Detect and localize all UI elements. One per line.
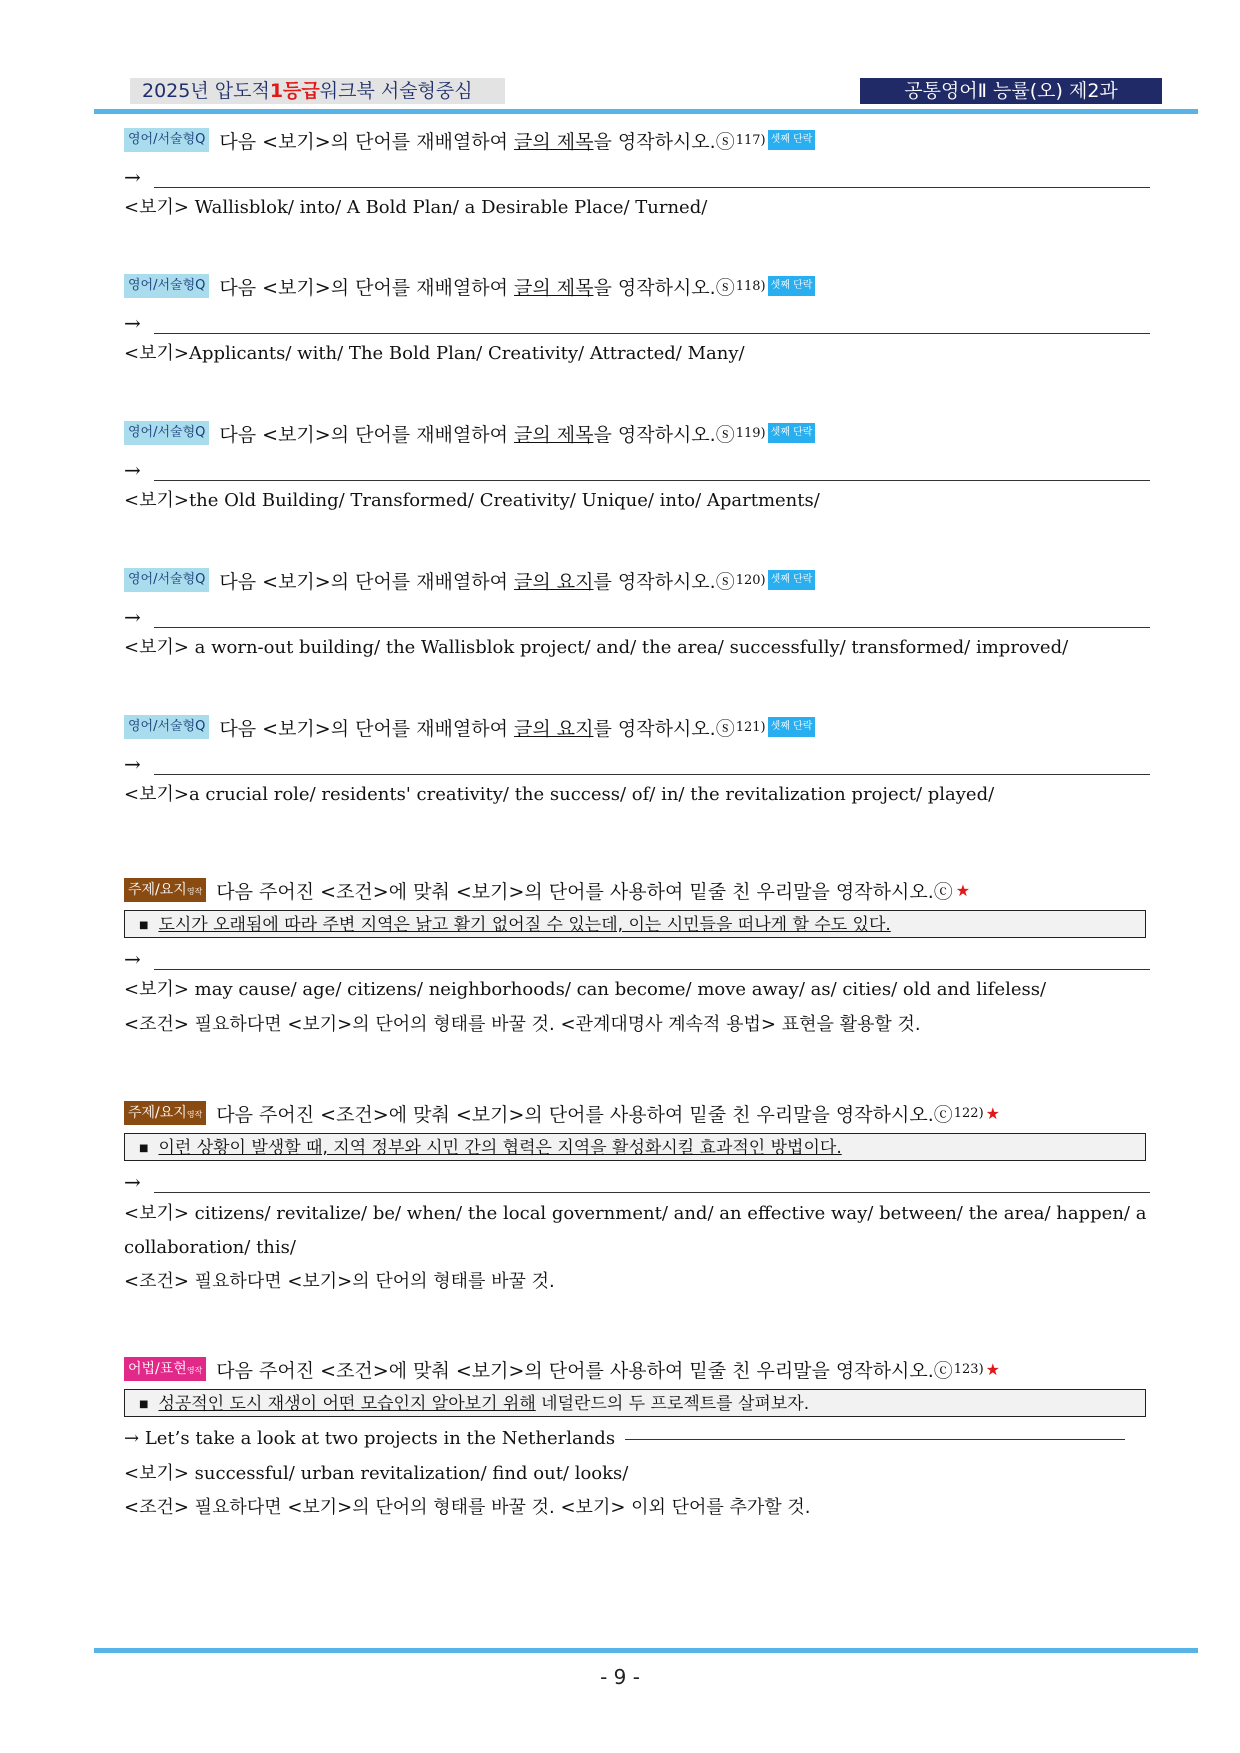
word-bank: <보기>Applicants/ with/ The Bold Plan/ Creativity/ Attracted/ Many/ bbox=[124, 343, 745, 364]
question-type-tag: 영어/서술형Q bbox=[124, 128, 209, 152]
answer-line[interactable] bbox=[124, 596, 1174, 630]
source-mark: ⓒ bbox=[933, 880, 953, 903]
footnote-ref: 121) bbox=[735, 719, 766, 735]
question-122 bbox=[124, 1097, 1174, 1299]
question-instruction: 다음 주어진 <조건>에 맞춰 <보기>의 단어를 사용하여 밑줄 친 우리말을 영작하시오. bbox=[216, 1103, 934, 1126]
arrow-icon: → bbox=[124, 311, 141, 335]
answer-line[interactable] bbox=[124, 938, 1174, 972]
question-120 bbox=[124, 564, 1174, 666]
title-suffix: 워크북 서술형중심 bbox=[319, 80, 473, 102]
paragraph-badge: 셋째 단락 bbox=[768, 717, 816, 737]
question-123 bbox=[124, 1353, 1174, 1525]
footnote-ref: 119) bbox=[735, 425, 766, 441]
arrow-icon: → bbox=[124, 947, 141, 971]
korean-sentence-box bbox=[124, 1389, 1146, 1417]
source-mark: ⓢ bbox=[715, 717, 735, 740]
question-type-tag: 어법/표현영작 bbox=[124, 1357, 206, 1381]
question-118 bbox=[124, 270, 1174, 372]
answer-prefix: Let’s take a look at two projects in the Netherlands bbox=[144, 1428, 616, 1449]
answer-blank[interactable] bbox=[154, 773, 1150, 775]
answer-blank[interactable] bbox=[154, 626, 1150, 628]
answer-blank[interactable] bbox=[154, 1191, 1150, 1193]
source-mark: ⓢ bbox=[715, 276, 735, 299]
question-instruction: 다음 <보기>의 단어를 재배열하여 글의 요지를 영작하시오. bbox=[219, 717, 716, 740]
square-bullet-icon: ■ bbox=[139, 1143, 149, 1154]
top-divider bbox=[94, 109, 1198, 114]
source-mark: ⓒ bbox=[933, 1359, 953, 1382]
footnote-ref: 122) bbox=[953, 1105, 984, 1121]
question-type-tag: 영어/서술형Q bbox=[124, 274, 209, 298]
answer-line[interactable] bbox=[124, 449, 1174, 483]
answer-line[interactable] bbox=[124, 1161, 1174, 1195]
footnote-ref: 120) bbox=[735, 572, 766, 588]
condition: <조건> 필요하다면 <보기>의 단어의 형태를 바꿀 것. <관계대명사 계속적 용법> 표현을 활용할 것. bbox=[124, 1014, 921, 1035]
question-type-tag: 주제/요지영작 bbox=[124, 878, 206, 902]
question-instruction: 다음 주어진 <조건>에 맞춰 <보기>의 단어를 사용하여 밑줄 친 우리말을 영작하시오. bbox=[216, 880, 934, 903]
bottom-divider bbox=[94, 1648, 1198, 1653]
source-mark: ⓢ bbox=[715, 423, 735, 446]
title-highlight: 1등급 bbox=[269, 80, 320, 102]
word-bank: <보기>the Old Building/ Transformed/ Creativity/ Unique/ into/ Apartments/ bbox=[124, 490, 820, 511]
korean-sentence: 이런 상황이 발생할 때, 지역 정부와 시민 간의 협력은 지역을 활성화시킬 효과적인 방법이다. bbox=[158, 1138, 842, 1158]
footnote-ref: 118) bbox=[735, 278, 766, 294]
arrow-icon: → bbox=[124, 1170, 141, 1194]
footnote-ref: 123) bbox=[953, 1361, 984, 1377]
arrow-icon: → bbox=[124, 165, 141, 189]
paragraph-badge: 셋째 단락 bbox=[768, 130, 816, 150]
star-icon: ★ bbox=[955, 880, 971, 900]
star-icon: ★ bbox=[985, 1103, 1000, 1123]
source-mark: ⓢ bbox=[715, 570, 735, 593]
word-bank: <보기> may cause/ age/ citizens/ neighborhoods/ can become/ move away/ as/ cities/ old and lifeless/ bbox=[124, 979, 1047, 1000]
question-type-tag: 영어/서술형Q bbox=[124, 421, 209, 445]
answer-line[interactable] bbox=[124, 156, 1174, 190]
answer-line[interactable] bbox=[124, 743, 1174, 777]
paragraph-badge: 셋째 단락 bbox=[768, 276, 816, 296]
word-bank: <보기> citizens/ revitalize/ be/ when/ the local government/ and/ an effective way/ between/ the area/ happen/ a collaboration/ this/ bbox=[124, 1203, 1147, 1258]
star-icon: ★ bbox=[985, 1359, 1000, 1379]
word-bank: <보기> Wallisblok/ into/ A Bold Plan/ a Desirable Place/ Turned/ bbox=[124, 197, 708, 218]
question-type-tag: 영어/서술형Q bbox=[124, 715, 209, 739]
question-instruction: 다음 <보기>의 단어를 재배열하여 글의 제목을 영작하시오. bbox=[219, 130, 716, 153]
condition: <조건> 필요하다면 <보기>의 단어의 형태를 바꿀 것. <보기> 이외 단어를 추가할 것. bbox=[124, 1497, 811, 1518]
question-type-tag: 영어/서술형Q bbox=[124, 568, 209, 592]
arrow-icon: → bbox=[124, 752, 141, 776]
arrow-icon: → bbox=[124, 1428, 140, 1449]
question-instruction: 다음 <보기>의 단어를 재배열하여 글의 요지를 영작하시오. bbox=[219, 570, 716, 593]
page-number: - 9 - bbox=[600, 1665, 640, 1689]
question-119 bbox=[124, 417, 1174, 519]
title-prefix: 2025년 압도적 bbox=[142, 80, 270, 102]
korean-sentence-underlined: 성공적인 도시 재생이 어떤 모습인지 알아보기 위해 bbox=[158, 1394, 536, 1414]
question-instruction: 다음 주어진 <조건>에 맞춰 <보기>의 단어를 사용하여 밑줄 친 우리말을 영작하시오. bbox=[216, 1359, 934, 1382]
answer-line[interactable] bbox=[124, 302, 1174, 336]
question-topic-1 bbox=[124, 874, 1174, 1042]
question-117 bbox=[124, 124, 1174, 226]
source-mark: ⓒ bbox=[933, 1103, 953, 1126]
source-mark: ⓢ bbox=[715, 130, 735, 153]
condition: <조건> 필요하다면 <보기>의 단어의 형태를 바꿀 것. bbox=[124, 1271, 555, 1292]
square-bullet-icon: ■ bbox=[139, 920, 149, 931]
square-bullet-icon: ■ bbox=[139, 1399, 149, 1410]
korean-sentence: 도시가 오래됨에 따라 주변 지역은 낡고 활기 없어질 수 있는데, 이는 시민들을 떠나게 할 수도 있다. bbox=[158, 915, 891, 935]
course-title: 공통영어Ⅱ 능률(오) 제2과 bbox=[860, 78, 1162, 104]
question-instruction: 다음 <보기>의 단어를 재배열하여 글의 제목을 영작하시오. bbox=[219, 276, 716, 299]
paragraph-badge: 셋째 단락 bbox=[768, 423, 816, 443]
arrow-icon: → bbox=[124, 458, 141, 482]
answer-blank[interactable] bbox=[154, 332, 1150, 334]
word-bank: <보기> a worn-out building/ the Wallisblok project/ and/ the area/ successfully/ transformed/ improved/ bbox=[124, 637, 1069, 658]
korean-sentence-box bbox=[124, 1133, 1146, 1161]
korean-sentence-box bbox=[124, 910, 1146, 938]
answer-blank[interactable] bbox=[154, 968, 1150, 970]
answer-blank[interactable] bbox=[154, 186, 1150, 188]
korean-sentence-rest: 네덜란드의 두 프로젝트를 살펴보자. bbox=[535, 1394, 810, 1414]
arrow-icon: → bbox=[124, 605, 141, 629]
word-bank: <보기> successful/ urban revitalization/ find out/ looks/ bbox=[124, 1463, 629, 1484]
answer-line[interactable] bbox=[124, 1421, 1174, 1457]
question-121 bbox=[124, 711, 1174, 813]
question-type-tag: 주제/요지영작 bbox=[124, 1101, 206, 1125]
answer-blank[interactable] bbox=[625, 1438, 1125, 1440]
question-instruction: 다음 <보기>의 단어를 재배열하여 글의 제목을 영작하시오. bbox=[219, 423, 716, 446]
word-bank: <보기>a crucial role/ residents' creativity/ the success/ of/ in/ the revitalization project/ played/ bbox=[124, 784, 995, 805]
answer-blank[interactable] bbox=[154, 479, 1150, 481]
footnote-ref: 117) bbox=[735, 132, 766, 148]
paragraph-badge: 셋째 단락 bbox=[768, 570, 816, 590]
workbook-title bbox=[130, 78, 505, 104]
